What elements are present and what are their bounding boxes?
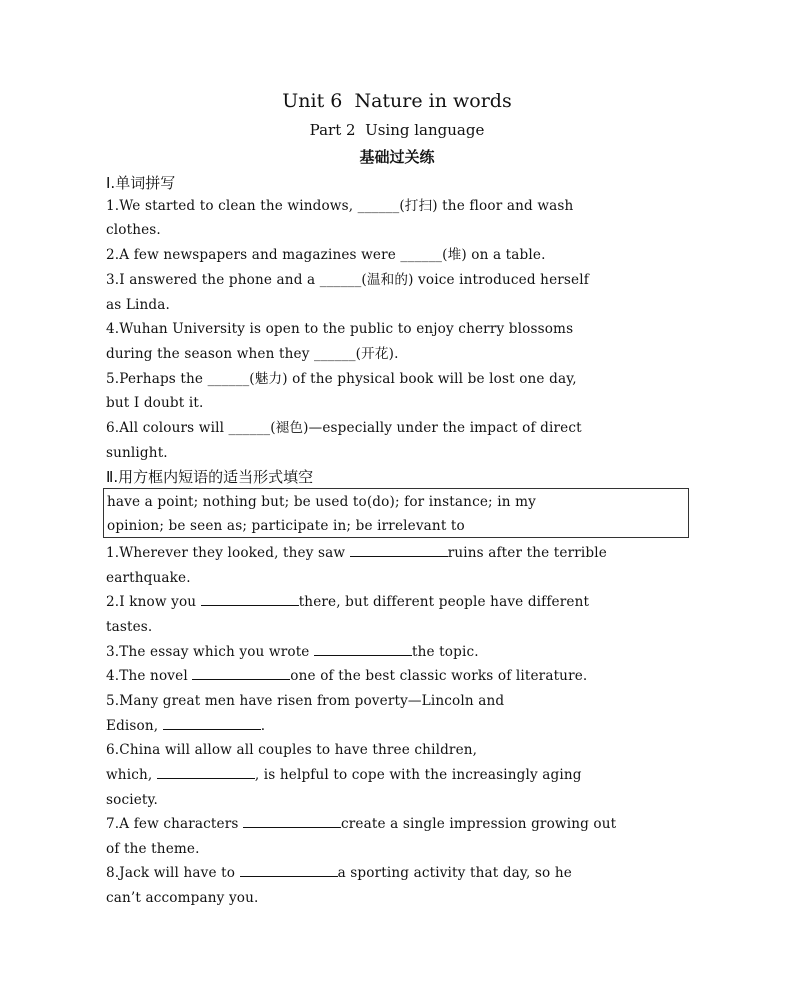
phrase-box-line: opinion; be seen as; participate in; be irrelevant to [107, 518, 465, 534]
phrase-box [103, 488, 689, 538]
s1-line: 5.Perhaps the ______(魅力) of the physical book will be lost one day, [106, 371, 577, 387]
answer-blank[interactable] [314, 642, 412, 656]
question-6-end: society. [106, 792, 159, 808]
question-3: 3.The essay which you wrote the topic. [106, 644, 479, 660]
s1-line: clothes. [106, 222, 161, 238]
answer-blank[interactable] [157, 765, 255, 779]
question-2: 2.I know you there, but different people have different [106, 594, 590, 610]
answer-blank[interactable] [350, 543, 448, 557]
question-5-cont: Edison, . [106, 718, 266, 734]
section-2-heading: Ⅱ.用方框内短语的适当形式填空 [106, 468, 314, 486]
question-5: 5.Many great men have risen from poverty—Lincoln and [106, 693, 505, 709]
section-1-heading: Ⅰ.单词拼写 [106, 174, 176, 192]
s1-line: 6.All colours will ______(褪色)—especially under the impact of direct [106, 420, 582, 436]
question-6-cont: which, , is helpful to cope with the increasingly aging [106, 767, 582, 783]
question-8: 8.Jack will have to a sporting activity that day, so he [106, 865, 572, 881]
question-7-cont: of the theme. [106, 841, 200, 857]
page-title: Unit 6 Nature in words [282, 90, 512, 112]
s1-line: 1.We started to clean the windows, ______(打扫) the floor and wash [106, 198, 574, 214]
s1-line: during the season when they ______(开花). [106, 346, 399, 362]
s1-line: 3.I answered the phone and a ______(温和的) voice introduced herself [106, 272, 589, 288]
phrase-box-line: have a point; nothing but; be used to(do); for instance; in my [107, 494, 536, 510]
practice-label: 基础过关练 [359, 148, 435, 166]
question-7: 7.A few characters create a single impression growing out [106, 816, 617, 832]
s1-line: 2.A few newspapers and magazines were ______(堆) on a table. [106, 247, 546, 263]
s1-line: as Linda. [106, 297, 171, 313]
page-subtitle: Part 2 Using language [309, 121, 485, 139]
question-2-cont: tastes. [106, 619, 153, 635]
s1-line: sunlight. [106, 445, 168, 461]
question-4: 4.The novel one of the best classic works of literature. [106, 668, 588, 684]
question-1: 1.Wherever they looked, they saw ruins after the terrible [106, 545, 607, 561]
s1-line: but I doubt it. [106, 395, 204, 411]
answer-blank[interactable] [163, 716, 261, 730]
answer-blank[interactable] [192, 666, 290, 680]
answer-blank[interactable] [243, 814, 341, 828]
answer-blank[interactable] [240, 863, 338, 877]
answer-blank[interactable] [201, 592, 299, 606]
question-1-cont: earthquake. [106, 570, 191, 586]
question-6: 6.China will allow all couples to have three children, [106, 742, 478, 758]
question-8-cont: can’t accompany you. [106, 890, 259, 906]
s1-line: 4.Wuhan University is open to the public to enjoy cherry blossoms [106, 321, 574, 337]
